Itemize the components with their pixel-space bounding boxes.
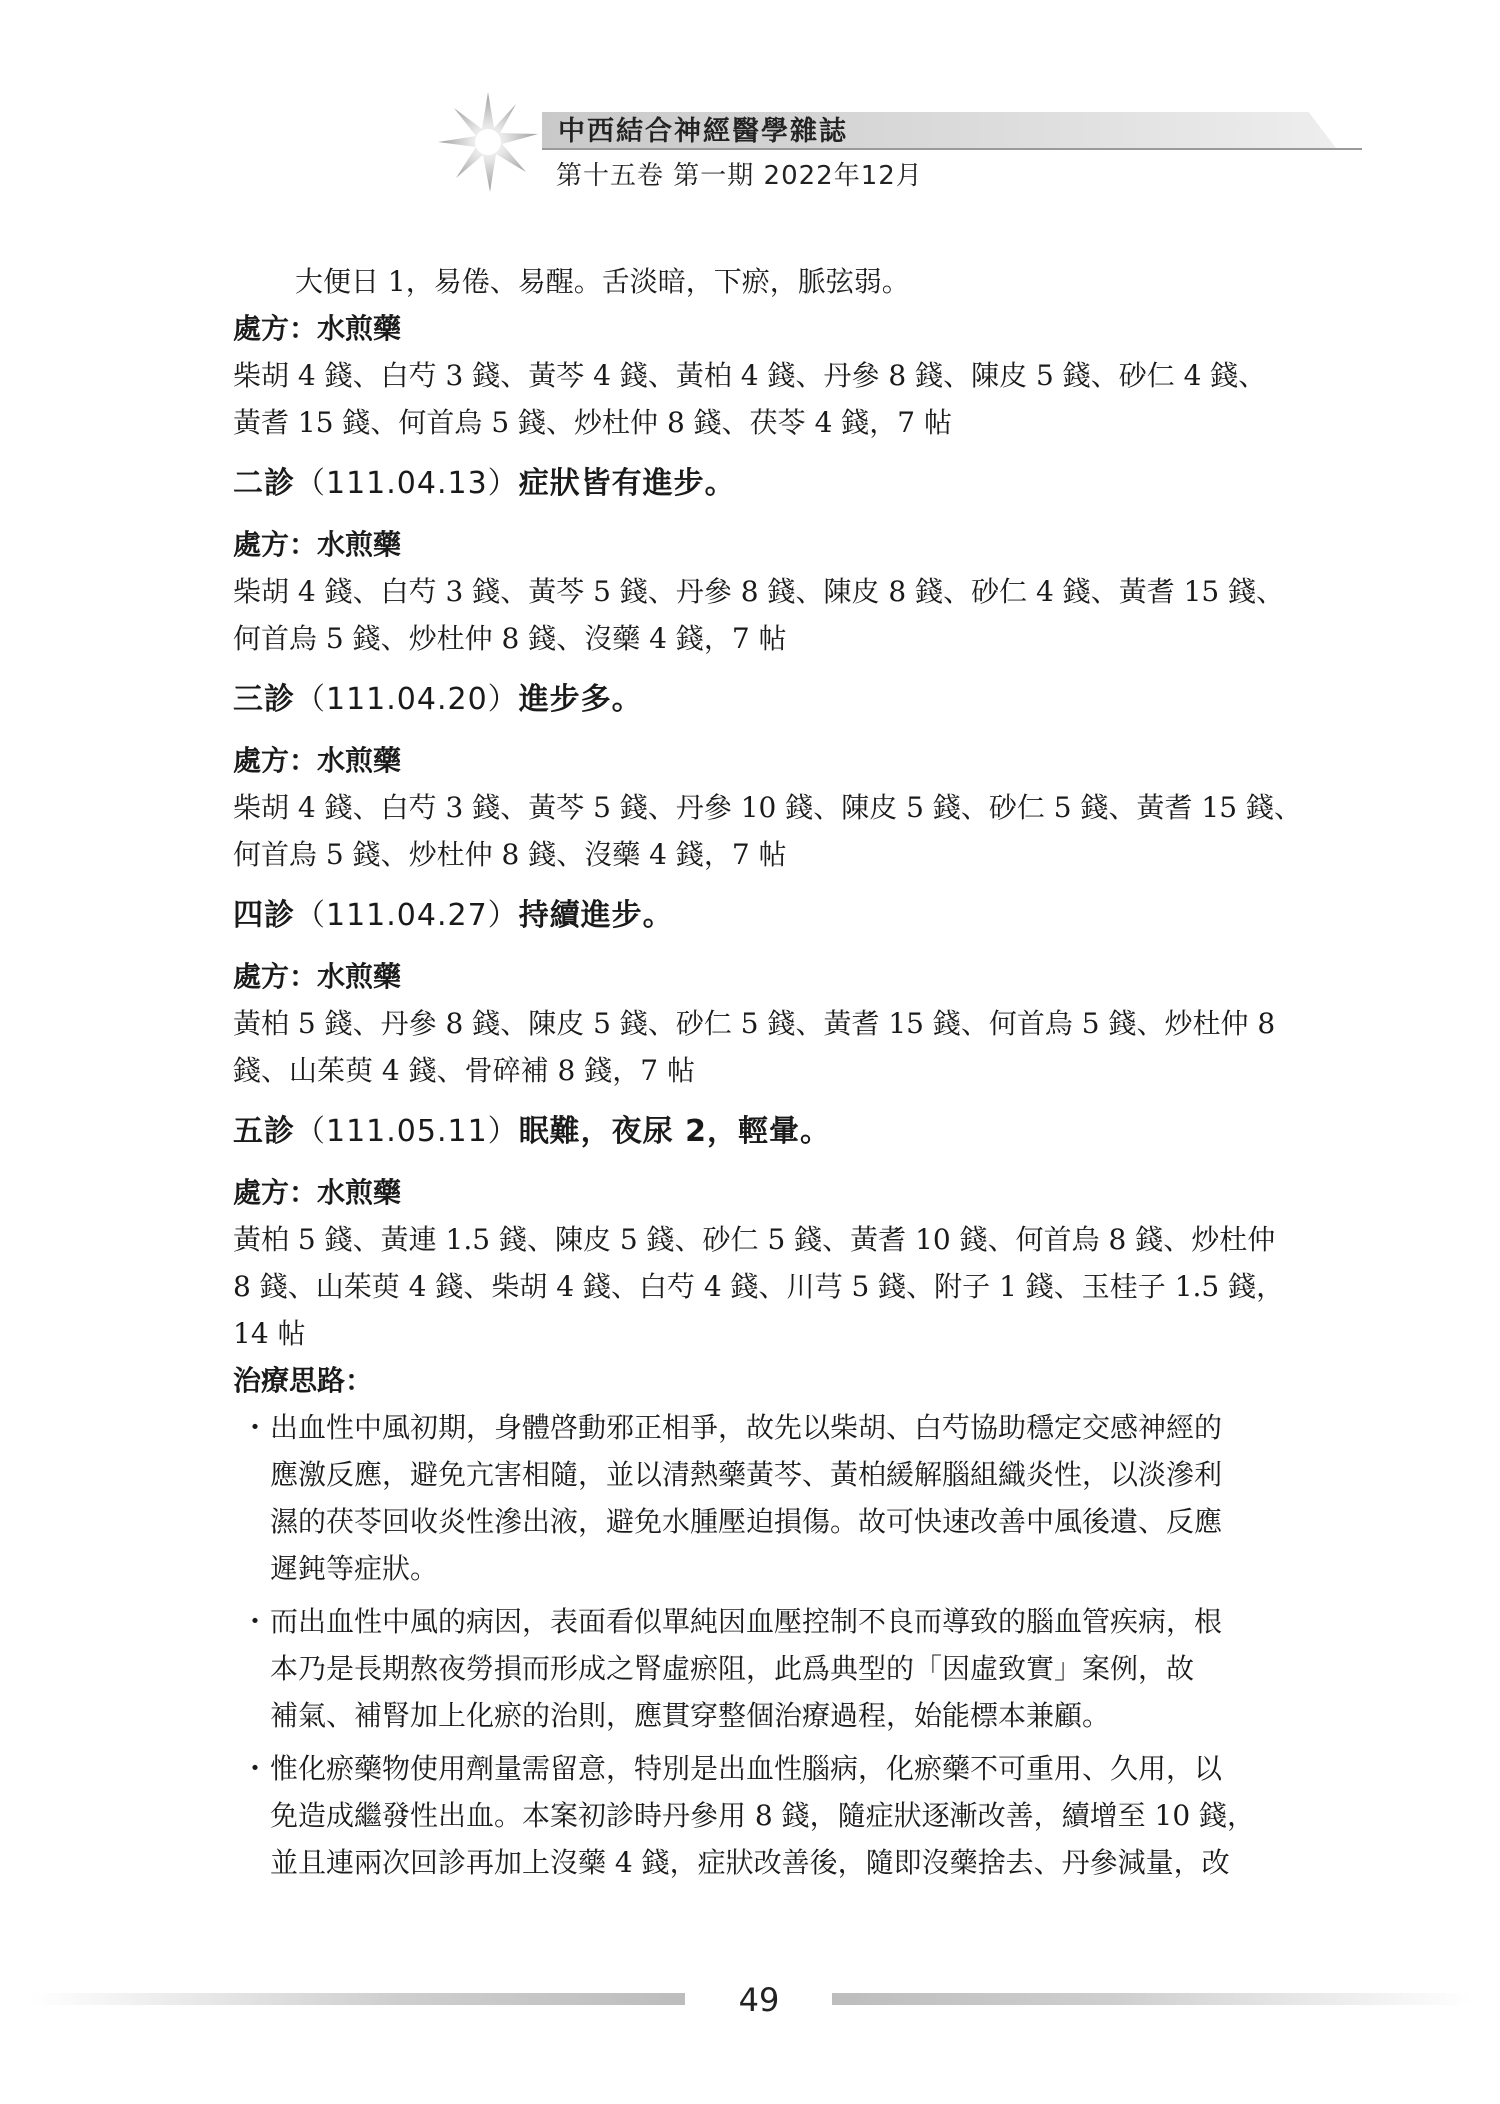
- prescription-label: 處方：水煎藥: [233, 528, 402, 561]
- page-number: 49: [738, 1981, 780, 2019]
- visit-summary: 症狀皆有進步。: [518, 466, 736, 501]
- visit-summary: 眠難，夜尿 2，輕暈。: [518, 1114, 832, 1149]
- visit-date: （111.04.20）: [295, 682, 519, 717]
- journal-issue: 第十五卷 第一期 2022年12月: [556, 161, 923, 191]
- bullet-line: 出血性中風初期，身體啓動邪正相爭，故先以柴胡、白芍協助穩定交感神經的: [270, 1411, 1223, 1444]
- bullet-marker: ・: [241, 1752, 270, 1785]
- article-body: [233, 258, 1361, 1892]
- prescription-line: 柴胡 4 錢、白芍 3 錢、黃芩 5 錢、丹參 10 錢、陳皮 5 錢、砂仁 5 錢、黃耆 15 錢、: [233, 791, 1302, 824]
- prescription-line: 8 錢、山茱萸 4 錢、柴胡 4 錢、白芍 4 錢、川芎 5 錢、附子 1 錢、玉桂子 1.5 錢，: [233, 1270, 1285, 1303]
- treatment-bullet: [233, 1745, 1361, 1886]
- prescription-line: 何首烏 5 錢、炒杜仲 8 錢、沒藥 4 錢，7 帖: [233, 622, 787, 655]
- prescription-label: 處方：水煎藥: [233, 960, 402, 993]
- bullet-line: 免造成繼發性出血。本案初診時丹參用 8 錢，隨症狀逐漸改善，續增至 10 錢，: [270, 1799, 1256, 1832]
- intro-line: 大便日 1，易倦、易醒。舌淡暗，下瘀，脈弦弱。: [295, 265, 910, 298]
- visit-date: （111.05.11）: [295, 1114, 519, 1149]
- bullet-line: 惟化瘀藥物使用劑量需留意，特別是出血性腦病，化瘀藥不可重用、久用，以: [270, 1752, 1223, 1785]
- visit-title: 四診: [233, 898, 295, 933]
- visit-title: 二診: [233, 466, 295, 501]
- bullet-line: 補氣、補腎加上化瘀的治則，應貫穿整個治療過程，始能標本兼顧。: [270, 1699, 1111, 1732]
- visit-heading: [233, 891, 1361, 941]
- prescription-line: 錢、山茱萸 4 錢、骨碎補 8 錢，7 帖: [233, 1054, 695, 1087]
- prescription-label: 處方：水煎藥: [233, 744, 402, 777]
- starburst-icon: [438, 92, 538, 192]
- journal-name: 中西結合神經醫學雜誌: [558, 116, 848, 147]
- prescription-line: 14 帖: [233, 1317, 306, 1350]
- visit-title: 五診: [233, 1114, 295, 1149]
- visit-summary: 進步多。: [518, 682, 643, 717]
- visit-heading: [233, 459, 1361, 509]
- visit-heading: [233, 1107, 1361, 1157]
- prescription-label: 處方：水煎藥: [233, 1176, 402, 1209]
- bullet-line: 本乃是長期熬夜勞損而形成之腎虛瘀阻，此爲典型的「因虛致實」案例，故: [270, 1652, 1195, 1685]
- bullet-line: 而出血性中風的病因，表面看似單純因血壓控制不良而導致的腦血管疾病，根: [270, 1605, 1223, 1638]
- prescription-line: 黃耆 15 錢、何首烏 5 錢、炒杜仲 8 錢、茯苓 4 錢，7 帖: [233, 406, 952, 439]
- prescription-line: 何首烏 5 錢、炒杜仲 8 錢、沒藥 4 錢，7 帖: [233, 838, 787, 871]
- bullet-line: 遲鈍等症狀。: [270, 1552, 439, 1585]
- bullet-marker: ・: [241, 1411, 270, 1444]
- visit-heading: [233, 675, 1361, 725]
- visit-summary: 持續進步。: [518, 898, 674, 933]
- bullet-line: 應激反應，避免亢害相隨，並以清熱藥黃芩、黃柏緩解腦組織炎性，以淡滲利: [270, 1458, 1223, 1491]
- prescription-line: 柴胡 4 錢、白芍 3 錢、黃芩 5 錢、丹參 8 錢、陳皮 8 錢、砂仁 4 錢、黃耆 15 錢、: [233, 575, 1285, 608]
- treatment-heading: 治療思路：: [233, 1364, 374, 1397]
- visit-title: 三診: [233, 682, 295, 717]
- bullet-line: 並且連兩次回診再加上沒藥 4 錢，症狀改善後，隨即沒藥捨去、丹參減量，改: [270, 1846, 1230, 1879]
- prescription-line: 黃柏 5 錢、黃連 1.5 錢、陳皮 5 錢、砂仁 5 錢、黃耆 10 錢、何首烏 8 錢、炒杜仲: [233, 1223, 1276, 1256]
- visit-date: （111.04.27）: [295, 898, 519, 933]
- bullet-marker: ・: [241, 1605, 270, 1638]
- prescription-line: 柴胡 4 錢、白芍 3 錢、黃芩 4 錢、黃柏 4 錢、丹參 8 錢、陳皮 5 錢、砂仁 4 錢、: [233, 359, 1267, 392]
- footer-rule-right: [832, 1993, 1472, 2005]
- footer-rule-left: [30, 1993, 685, 2005]
- treatment-bullet: [233, 1404, 1361, 1592]
- treatment-bullet: [233, 1598, 1361, 1739]
- visit-date: （111.04.13）: [295, 466, 519, 501]
- prescription-label: 處方：水煎藥: [233, 312, 402, 345]
- prescription-line: 黃柏 5 錢、丹參 8 錢、陳皮 5 錢、砂仁 5 錢、黃耆 15 錢、何首烏 5 錢、炒杜仲 8: [233, 1007, 1276, 1040]
- bullet-line: 濕的茯苓回收炎性滲出液，避免水腫壓迫損傷。故可快速改善中風後遺、反應: [270, 1505, 1223, 1538]
